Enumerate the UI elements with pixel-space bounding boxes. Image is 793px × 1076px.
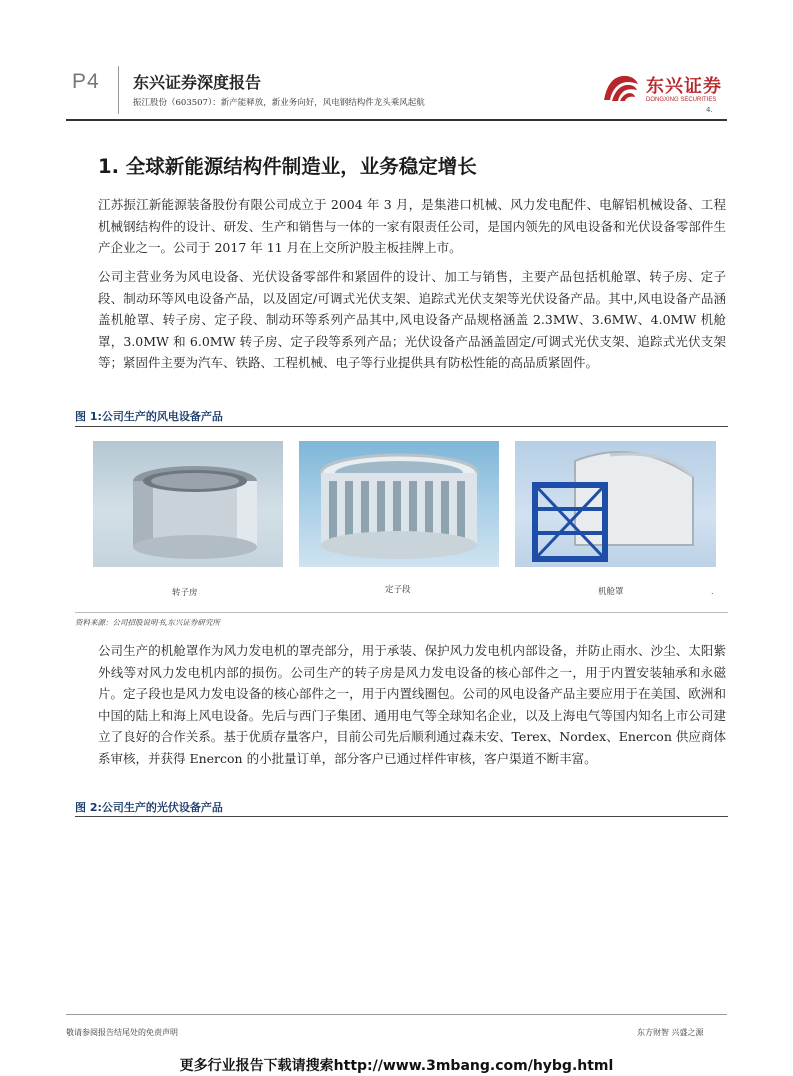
page-number: P4 bbox=[72, 70, 100, 93]
photo-label-nacelle-cover: 机舱罩 bbox=[598, 587, 624, 597]
source-rule bbox=[75, 612, 728, 613]
figure1-rule bbox=[75, 426, 728, 427]
header-rule bbox=[66, 119, 727, 121]
paragraph-wind-products: 公司生产的机舱罩作为风力发电机的罩壳部分，用于承装、保护风力发电机内部设备，并防止雨水、沙尘、太阳紫外线等对风力发电机内部的损伤。公司生产的转子房是风力发电设备的核心部件之一，用于内置安装轴承和永磁片。定子段也是风力发电设备的核心部件之一，用于内置线圈包。公司的风电设备产品主要应用于在美国、欧洲和中国的陆上和海上风电设备。先后与西门子集团、通用电气等全球知名企业，以及上海电气等国内知名上市公司建立了良好的合作关系。基于优质存量客户，目前公司先后顺利通过森未安、Terex、Nordex、Enercon 供应商体系审核，并获得 Enercon 的小批量订单，部分客户已通过样件审核，客户渠道不断丰富。 bbox=[98, 643, 726, 766]
figure2-rule bbox=[75, 816, 728, 817]
footer-slogan: 东方财智 兴盛之源 bbox=[637, 1028, 704, 1037]
photo-label-stator-segment: 定子段 bbox=[385, 585, 411, 595]
section-title: 1. 全球新能源结构件制造业，业务稳定增长 bbox=[98, 155, 477, 178]
header-divider bbox=[118, 66, 119, 114]
dongxing-logo-icon bbox=[598, 70, 642, 106]
photo-label-rotor-housing: 转子房 bbox=[172, 588, 198, 598]
footer-disclaimer: 敬请参阅报告结尾处的免责声明 bbox=[66, 1028, 178, 1037]
download-banner[interactable]: 更多行业报告下载请搜索http://www.3mbang.com/hybg.html bbox=[179, 1058, 614, 1074]
nacelle-cover-photo bbox=[515, 441, 716, 567]
header-mark: 4. bbox=[706, 106, 713, 114]
brand-logo-text: 东兴证券 bbox=[646, 76, 722, 97]
rotor-housing-photo bbox=[93, 441, 283, 567]
paragraph-business-scope: 公司主营业务为风电设备、光伏设备零部件和紧固件的设计、加工与销售，主要产品包括机舱罩、转子房、定子段、制动环等风电设备产品，以及固定/可调式光伏支架、追踪式光伏支架等光伏设备产品。其中,风电设备产品涵盖机舱罩、转子房、定子段、制动环等系列产品其中,风电设备产品规格涵盖 2.3MW、3.6MW、4.0MW 机舱罩，3.0MW 和 6.0MW 转子房、定子段等系列产品；光伏设备产品涵盖固定/可调式光伏支架、追踪式光伏支架等；紧固件主要为汽车、铁路、工程机械、电子等行业提供具有防松性能的高品质紧固件。 bbox=[98, 269, 726, 371]
footer-rule bbox=[66, 1014, 727, 1015]
report-series-title: 东兴证券深度报告 bbox=[133, 73, 262, 92]
report-subtitle: 振江股份（603507）：新产能释放，新业务向好，风电钢结构件龙头乘风起航 bbox=[133, 98, 425, 108]
paragraph-company-intro: 江苏振江新能源装备股份有限公司成立于 2004 年 3 月，是集港口机械、风力发电配件、电解铝机械设备、工程机械钢结构件的设计、研发、生产和销售与一体的一家有限责任公司，是国内领先的风电设备和光伏设备零部件生产企业之一。公司于 2017 年 11 月在上交所沪股主板挂牌上市。 bbox=[98, 197, 726, 256]
brand-logo-subtext: DONGXING SECURITIES bbox=[646, 97, 717, 103]
figure1-source: 资料来源：公司招股说明书,东兴证券研究所 bbox=[75, 618, 220, 627]
stator-segment-photo bbox=[299, 441, 499, 567]
figure1-caption: 图 1:公司生产的风电设备产品 bbox=[75, 410, 223, 423]
figure2-caption: 图 2:公司生产的光伏设备产品 bbox=[75, 801, 223, 814]
figure1-trailing-mark: . bbox=[711, 587, 714, 596]
